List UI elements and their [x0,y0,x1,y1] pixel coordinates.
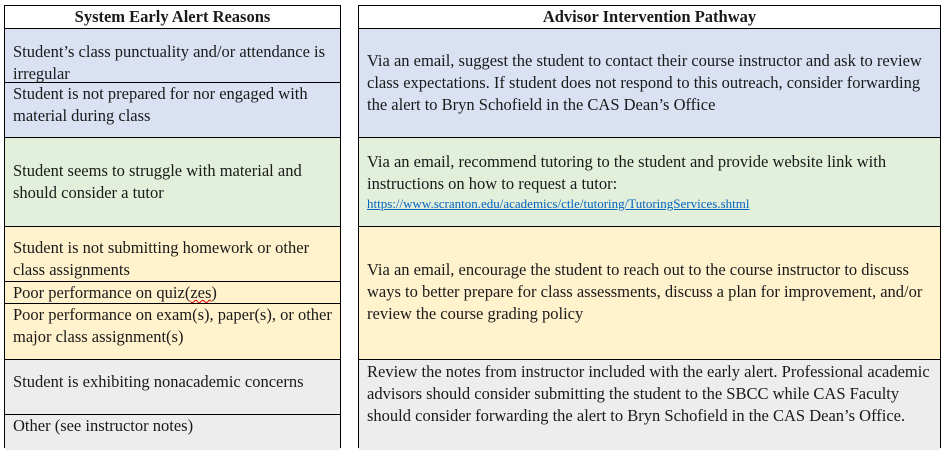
reason-item: Other (see instructor notes) [5,414,340,437]
reason-item: Student is exhibiting nonacademic concerns [13,372,304,391]
pathway-text: Via an email, suggest the student to contact their course instructor and ask to review class expectations. If student does not respond to this outreach, consider forwarding the alert to Bryn Schofield in the CAS Dean’s Office [367,51,922,114]
reason-group-tutoring [5,138,340,227]
pathway-text: Via an email, recommend tutoring to the student and provide website link with instructions on how to request a tutor: [367,152,887,193]
reason-item: Student is not prepared for nor engaged with material during class [5,82,340,127]
reason-item: Student seems to struggle with material and should consider a tutor [13,161,302,202]
reason-group-engagement [5,29,340,138]
pathway-header: Advisor Intervention Pathway [359,6,940,29]
spellcheck-underline: zes [190,283,212,302]
tutoring-services-link[interactable]: https://www.scranton.edu/academics/ctle/tutoring/TutoringServices.shtml [367,196,750,211]
reason-item: Poor performance on exam(s), paper(s), or other major class assignment(s) [5,303,340,348]
pathway-tutoring [359,138,940,227]
pathway-performance [359,227,940,360]
early-alert-reasons-table [4,5,341,448]
reasons-header: System Early Alert Reasons [5,6,340,29]
reason-item: Student is not submitting homework or other class assignments [13,238,310,279]
pathway-text: Via an email, encourage the student to reach out to the course instructor to discuss ways to better prepare for class assessments, discuss a plan for improvement, and/or review the course grading policy [367,260,923,323]
pathway-text: Review the notes from instructor included with the early alert. Professional academic advisors should consider submitting the student to the SBCC while CAS Faculty should consider forwarding the alert to Bryn Schofield in the CAS Dean’s Office. [367,362,930,425]
reason-group-performance [5,227,340,360]
reason-group-nonacademic [5,360,340,450]
advisor-intervention-table [358,5,941,448]
pathway-engagement [359,29,940,138]
pathway-nonacademic [359,360,940,450]
reason-item: Student’s class punctuality and/or attendance is irregular [13,42,326,83]
reason-item-quiz: Poor performance on quiz(zes) [5,281,340,304]
